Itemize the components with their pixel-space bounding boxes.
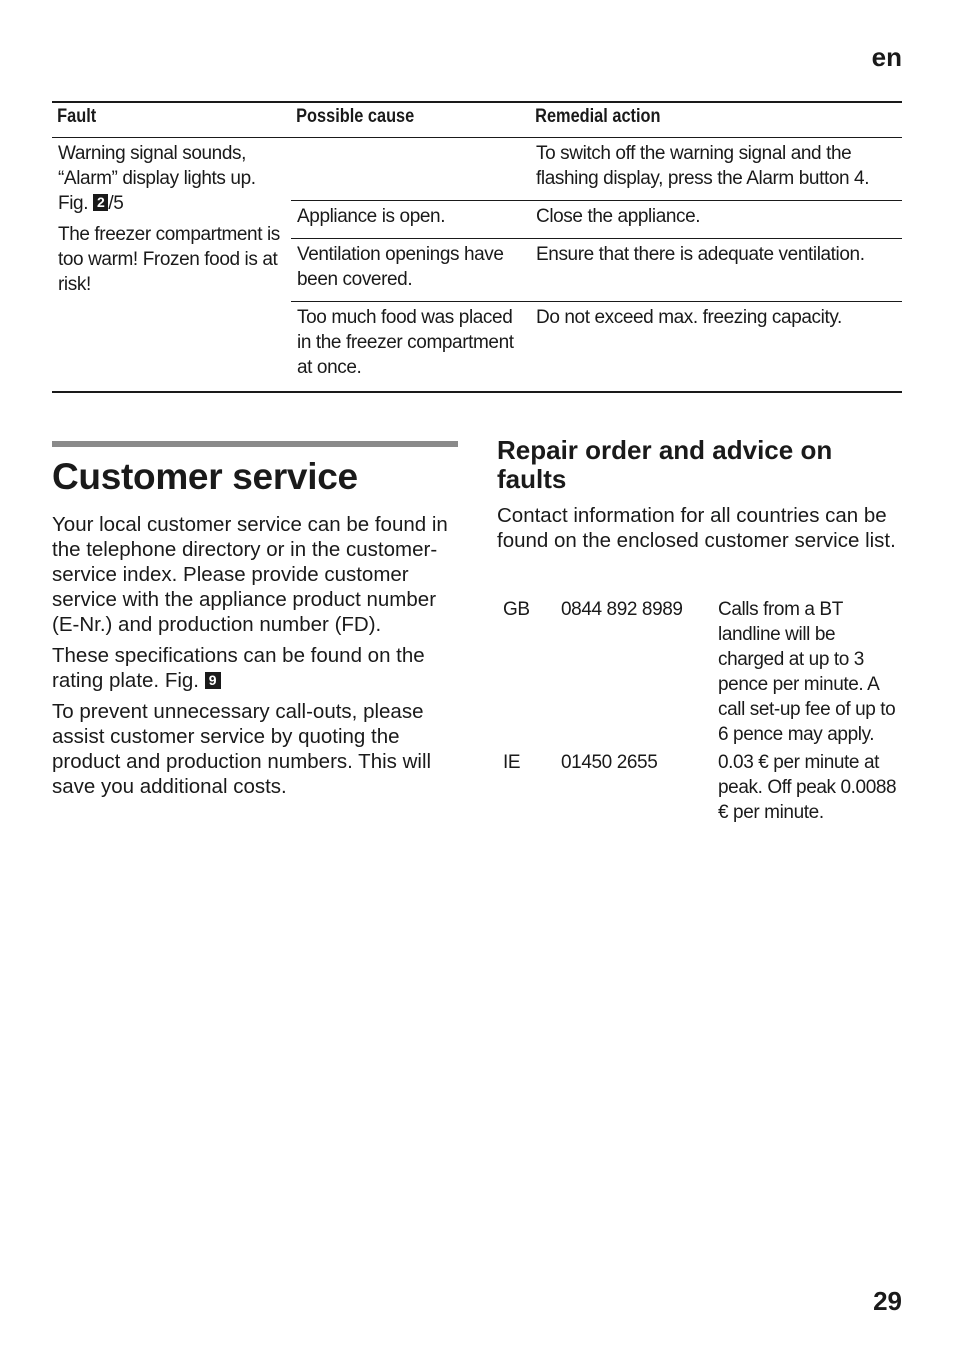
figure-number-badge: 9 bbox=[205, 672, 221, 689]
action-cell: Close the appliance. bbox=[530, 201, 902, 239]
table-row bbox=[497, 597, 902, 750]
phone-number: 0844 892 8989 bbox=[561, 599, 683, 620]
fault-warning: The freezer compartment is too warm! Frozen food is at risk! bbox=[58, 224, 280, 295]
country-code: IE bbox=[503, 752, 521, 773]
fault-table-header bbox=[52, 102, 902, 138]
call-cost-note: Calls from a BT landline will be charged at up to 3 pence per minute. A call set-up fee of up to 6 pence may apply. bbox=[718, 599, 896, 745]
rating-plate-text: These specifications can be found on the rating plate. Fig. bbox=[52, 644, 425, 692]
contact-table bbox=[497, 597, 902, 828]
repair-title: Repair order and advice on faults bbox=[497, 435, 833, 494]
fig-prefix: Fig. bbox=[58, 193, 89, 214]
action-cell: To switch off the warning signal and the flashing display, press the Alarm button 4. bbox=[530, 138, 902, 201]
phone-number: 01450 2655 bbox=[561, 752, 658, 773]
country-code: GB bbox=[503, 599, 530, 620]
cause-cell: Ventilation openings have been covered. bbox=[291, 239, 530, 302]
figure-number-badge: 2 bbox=[93, 194, 108, 211]
customer-service-title: Customer service bbox=[52, 456, 358, 497]
customer-service-body bbox=[52, 512, 462, 805]
fault-cell bbox=[52, 138, 291, 393]
cause-cell bbox=[291, 138, 530, 201]
call-cost-note: 0.03 € per minute at peak. Off peak 0.0088 € per minute. bbox=[718, 752, 897, 823]
fig-suffix: /5 bbox=[108, 193, 124, 214]
header-remedial-action: Remedial action bbox=[530, 102, 850, 138]
cause-cell: Too much food was placed in the freezer compartment at once. bbox=[291, 302, 530, 393]
action-cell: Do not exceed max. freezing capacity. bbox=[530, 302, 902, 393]
fault-text bbox=[58, 141, 285, 216]
header-fault: Fault bbox=[52, 102, 258, 138]
fault-table bbox=[52, 101, 902, 393]
cause-cell: Appliance is open. bbox=[291, 201, 530, 239]
paragraph: Your local customer service can be found in the telephone directory or in the customer-service index. Please provide customer service with the appliance product number (E-Nr.) and production number (FD). bbox=[52, 513, 448, 636]
table-row bbox=[52, 138, 902, 201]
page-number: 29 bbox=[873, 1286, 902, 1316]
fault-description: Warning signal sounds, “Alarm” display lights up. bbox=[58, 143, 256, 189]
section-rule bbox=[52, 441, 458, 447]
repair-intro: Contact information for all countries can be found on the enclosed customer service list. bbox=[497, 504, 896, 552]
header-possible-cause: Possible cause bbox=[291, 102, 497, 138]
action-cell: Ensure that there is adequate ventilation. bbox=[530, 239, 902, 302]
paragraph bbox=[52, 643, 462, 693]
paragraph: To prevent unnecessary call-outs, please assist customer service by quoting the product and production numbers. This will save you additional costs. bbox=[52, 700, 432, 798]
table-row bbox=[497, 750, 902, 828]
language-code: en bbox=[871, 42, 902, 72]
